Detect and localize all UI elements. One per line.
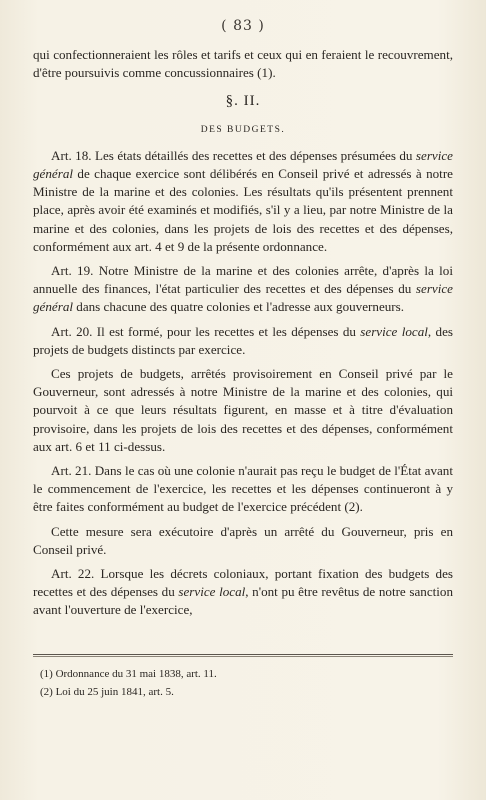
footnotes xyxy=(40,665,450,701)
body-text xyxy=(33,46,453,626)
article-19-text-a: Art. 19. Notre Ministre de la marine et des colonies arrête, d'après la loi annuelle des finances, l'état particulier des recettes et des dépenses du xyxy=(33,263,453,297)
section-title: §. II. xyxy=(225,93,261,110)
article-18-text-a: Art. 18. Les états détaillés des recettes et des dépenses présumées du xyxy=(51,147,416,163)
page-number: ( 83 ) xyxy=(221,18,265,34)
article-22 xyxy=(33,565,453,620)
budgets-paragraph: Ces projets de budgets, arrêtés provisoirement en Conseil privé par le Gouverneur, sont adressés à notre Ministre de la marine et des colonies, qui pourvoit à ce que leurs résultats figurent, en masse et à titre d'évaluation provisoire, dans les projets de lois des recettes et des dépenses, conformément aux art. 6 et 11 ci-dessus. xyxy=(33,366,453,454)
article-18-text-b: de chaque exercice sont délibérés en Conseil privé et adressés à notre Ministre de la marine et des colonies. Les résultats qu'ils présentent prennent place, après avoir été examinés et modifiés, s'il y a lieu, par notre Ministre de la marine et des colonies, dans les projets de lois des recettes et des dépenses, conformément aux art. 4 et 9 de la présente ordonnance. xyxy=(33,166,453,254)
measure-paragraph: Cette mesure sera exécutoire d'après un arrêté du Gouverneur, pris en Conseil privé. xyxy=(33,523,453,557)
article-19-emphasis: service général xyxy=(33,281,453,315)
article-20 xyxy=(33,323,453,359)
intro-paragraph: qui confectionneraient les rôles et tarifs et ceux qui en feraient le recouvrement, d'être poursuivis comme concussionnaires (1). xyxy=(33,47,453,81)
article-19-text-b: dans chacune des quatre colonies et l'adresse aux gouverneurs. xyxy=(73,299,405,315)
article-22-text-b: , n'ont pu être revêtus de notre sanction avant l'ouverture de l'exercice, xyxy=(33,584,454,618)
footnote-1: (1) Ordonnance du 31 mai 1838, art. 11. xyxy=(40,668,217,680)
article-20-text-a: Art. 20. Il est formé, pour les recettes et les dépenses du xyxy=(51,323,361,339)
article-18-emphasis: service général xyxy=(33,147,453,182)
article-22-text-a: Art. 22. Lorsque les décrets coloniaux, portant fixation des budgets des recettes et des dépenses du xyxy=(33,566,453,600)
footnote-2: (2) Loi du 25 juin 1841, art. 5. xyxy=(40,686,174,698)
article-20-emphasis: service local xyxy=(360,323,428,339)
footnote-divider xyxy=(33,654,453,655)
section-subtitle: DES BUDGETS. xyxy=(200,124,286,135)
footnote-divider-thin xyxy=(33,656,453,657)
article-19 xyxy=(33,262,453,317)
article-21: Art. 21. Dans le cas où une colonie n'aurait pas reçu le budget de l'État avant le commencement de l'exercice, les recettes et les dépenses continueront à y être faites conformément au budget de l'exercice précédent (2). xyxy=(33,463,453,515)
article-20-text-b: , des projets de budgets distincts par exercice. xyxy=(33,323,453,357)
article-18 xyxy=(33,147,453,256)
article-22-emphasis: service local xyxy=(178,584,246,600)
